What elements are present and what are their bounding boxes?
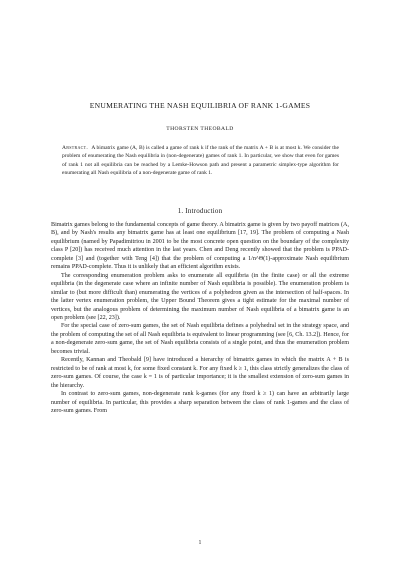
section-number: 1. bbox=[177, 207, 184, 215]
author-name: THORSTEN THEOBALD bbox=[166, 126, 234, 132]
abstract-text: A bimatrix game (A, B) is called a game of rank k if the rank of the matrix A + B is at most k. We consider the problem of enumerating the Nash equilibria in (non-degenerate) games of rank 1. In particular, we show that even for games of rank 1 not all equilibria can be reached by a Lemke-Howson path and present a parametric simplex-type algorithm for enumerating all Nash equilibria of a non-degenerate game of rank 1. bbox=[62, 145, 339, 176]
paper-title: ENUMERATING THE NASH EQUILIBRIA OF RANK 1-GAMES bbox=[89, 101, 311, 110]
paragraph: Recently, Kannan and Theobald [9] have introduced a hierarchy of bimatrix games in which the matrix A + B is restricted to be of rank at most k, for some fixed constant k. For any fixed k ≥ 1, this class strictly generalizes the class of zero-sum games. Of course, the case k = 1 is of particular importance; it is the smallest extension of zero-sum games in the hierarchy. bbox=[51, 357, 349, 389]
abstract bbox=[62, 144, 339, 177]
abstract-label: Abstract. bbox=[62, 145, 89, 151]
paragraph: Bimatrix games belong to the fundamental concepts of game theory. A bimatrix game is given by two payoff matrices (A, B), and by Nash's results any bimatrix game has at least one equilibrium [17, 19]. The problem of computing a Nash equilibrium (named by Papadimitriou in 2001 to be the most concrete open question on the boundary of the complexity class P [20]) has received much attention in the last years. Chen and Deng recently showed that the problem is PPAD-complete [3] and (together with Teng [4]) that the problem of computing a 1/n^Θ(1)-approximate Nash equilibrium remains PPAD-complete. Thus it is unlikely that an efficient algorithm exists. bbox=[51, 222, 349, 271]
section-heading bbox=[40, 207, 360, 215]
section-title: Introduction bbox=[185, 207, 223, 215]
paragraph: For the special case of zero-sum games, the set of Nash equilibria defines a polyhedral set in the strategy space, and the problem of computing the set of all Nash equilibria is equivalent to linear programming (see [6, Ch. 13.2]). Hence, for a non-degenerate zero-sum game, the set of Nash equilibria consists of a single point, and thus the enumeration problem becomes trivial. bbox=[51, 323, 349, 355]
paragraph: In contrast to zero-sum games, non-degenerate rank k-games (for any fixed k ≥ 1) can have an arbitrarily large number of equilibria. In particular, this provides a sharp separation between the class of rank 1-games and the class of zero-sum games. From bbox=[51, 391, 349, 414]
paragraph: The corresponding enumeration problem asks to enumerate all equilibria (in the finite case) or all the extreme equilibria (in the degenerate case where an infinite number of Nash equilibria is possible). The enumeration problem is similar to (but more difficult than) enumerating the vertices of a polyhedron given as the intersection of half-spaces. In the latter vertex enumeration problem, the Upper Bound Theorem gives a tight estimate for the maximal number of vertices, but the analogous problem of determining the maximum number of Nash equilibria of a bimatrix game is an open problem (see [22, 23]). bbox=[51, 272, 349, 321]
body-text bbox=[51, 221, 349, 415]
page-number: 1 bbox=[198, 540, 202, 546]
